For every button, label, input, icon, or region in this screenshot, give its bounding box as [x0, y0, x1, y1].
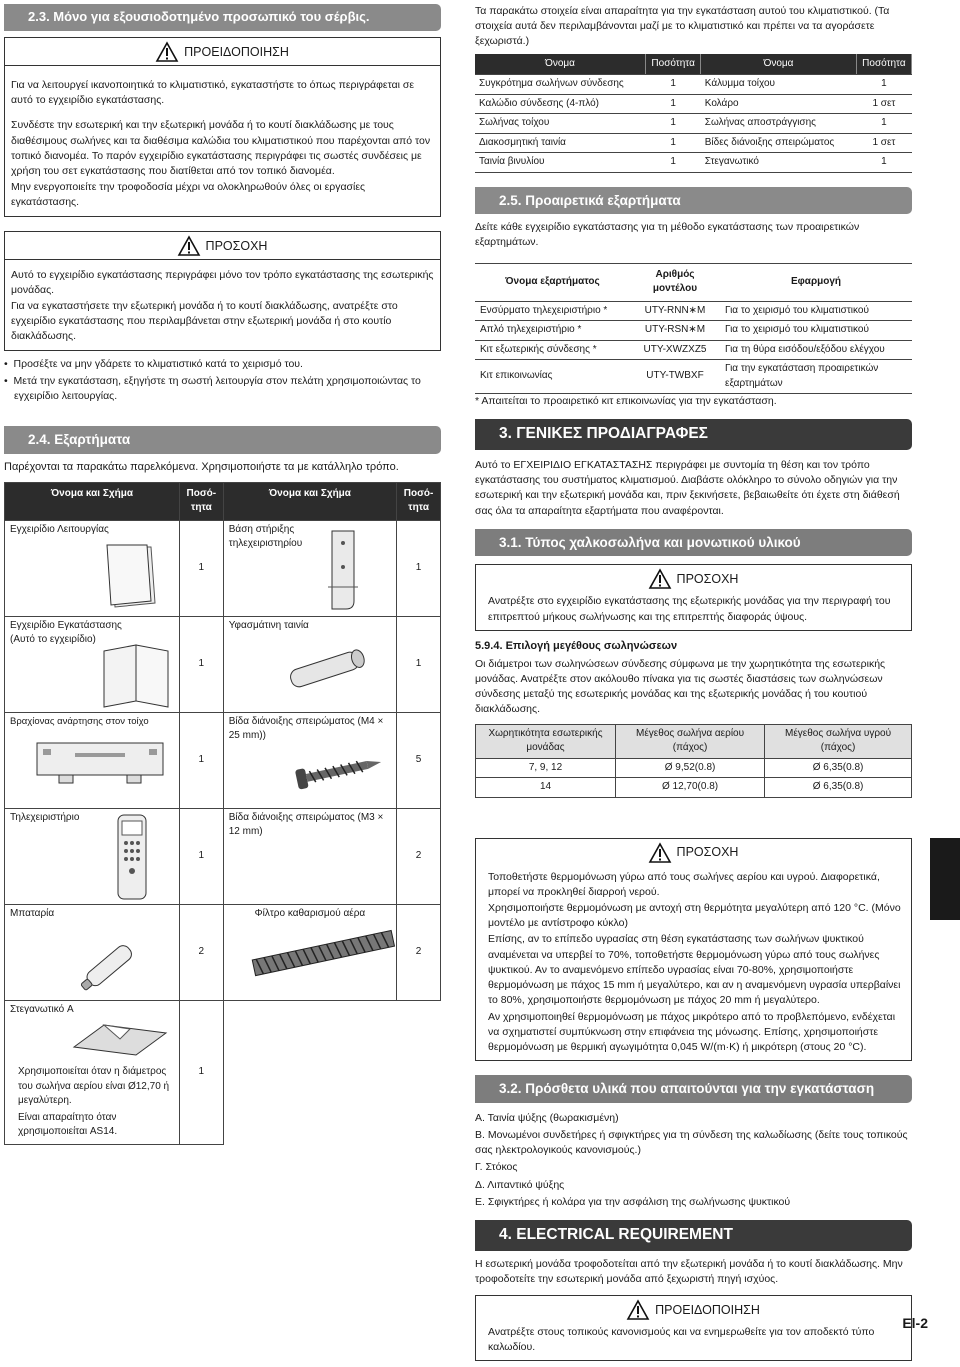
side-tab-marker	[930, 838, 960, 920]
opt-cell: Κιτ επικοινωνίας	[475, 360, 630, 394]
section-2-3-title: 2.3. Μόνο για εξουσιοδοτημένο προσωπικό του σέρβις.	[4, 4, 441, 31]
warning-text-2: Συνδέστε την εσωτερική και την εξωτερική μονάδα ή το κουτί διακλάδωσης με τους διαθέσιμους σωλήνες και τα διαθέσιμα καλώδια του κλιματιστικού που παρέχονται από τον τοπικό διανομέα. Το παρόν εγχειρίδιο εγκατάστασης περιγράφει τις σωστές συνδέσεις με χρήση του σετ εγκατάστασης που διατίθεται από τον τοπικό διανομέα.	[11, 119, 431, 177]
table-row	[475, 133, 912, 153]
acc-cell	[223, 616, 396, 712]
req-cell: 1 σετ	[856, 133, 911, 153]
opt-header-use: Εφαρμογή	[720, 263, 912, 301]
opt-cell: UTY-XWZXZ5	[630, 340, 720, 360]
table-row	[475, 340, 912, 360]
req-cell: Καλώδιο σύνδεσης (4-πλό)	[475, 94, 646, 114]
opt-cell: Ενσύρματο τηλεχειριστήριο *	[475, 301, 630, 321]
req-cell: Συγκρότημα σωλήνων σύνδεσης	[475, 75, 646, 95]
acc-cell	[5, 808, 180, 904]
list-item: Γ. Στόκος	[475, 1161, 518, 1174]
table-row	[5, 808, 441, 904]
section-4-text: Η εσωτερική μονάδα τροφοδοτείται από την εξωτερική μονάδα ή το κουτί διακλάδωσης. Μην τροφοδοτείτε την εσωτερική μονάδα από ξεχωριστή πηγή ισχύος.	[475, 1257, 903, 1285]
caution-heading-2-text: ΠΡΟΣΟΧΗ	[676, 572, 739, 587]
warning-icon	[649, 569, 671, 589]
opt-cell: Για την εγκατάσταση προαιρετικών εξαρτημάτων	[720, 360, 912, 394]
seal-desc-2: Είναι απαραίτητο όταν χρησιμοποιείται AS14.	[18, 1111, 118, 1138]
section-5-9-4-text: Οι διάμετροι των σωληνώσεων σύνδεσης σύμφωνα με την χωρητικότητα της εσωτερικής μονάδας. Ανατρέξτε στον ακόλουθο πίνακα για τις σωστές διαστάσεις των σωληνώσεων σύνδεσης μεταξύ της εσωτερικής μονάδας και της εξωτερικής μονάδας ή του κουτιού διακλάδωσης.	[475, 657, 886, 716]
section-3-2-title: 3.2. Πρόσθετα υλικά που απαιτούνται για την εγκατάσταση	[475, 1075, 912, 1103]
req-header-qty-1: Ποσότητα	[646, 54, 701, 75]
acc-name: Εγχειρίδιο Εγκατάστασης (Αυτό το εγχειρίδιο)	[10, 619, 122, 646]
req-cell: Στεγανωτικό	[701, 153, 857, 173]
warning-heading-text: ΠΡΟΕΙΔΟΠΟΙΗΣΗ	[184, 44, 289, 59]
section-5-9-4-title: 5.9.4. Επιλογή μεγέθους σωληνώσεων	[475, 639, 678, 652]
req-header-name-1: Όνομα	[475, 54, 646, 75]
warning-text-1: Για να λειτουργεί ικανοποιητικά το κλιματιστικό, εγκαταστήστε το όπως περιγράφεται σε αυτό το εγχειρίδιο εγκατάστασης.	[11, 78, 415, 107]
acc-name: Φίλτρο καθαρισμού αέρα	[254, 907, 366, 919]
table-row	[5, 616, 441, 712]
opt-cell: UTY-RSN∗M	[630, 321, 720, 341]
list-item: Δ. Λιπαντικό ψύξης	[475, 1178, 565, 1191]
acc-name: Βραχίονας ανάρτησης στον τοίχο	[10, 715, 149, 727]
warning-heading-2-text: ΠΡΟΕΙΔΟΠΟΙΗΣΗ	[655, 1302, 760, 1317]
acc-name: Στεγανωτικό A	[10, 1003, 74, 1015]
opt-header-name: Όνομα εξαρτήματος	[475, 263, 630, 301]
bullet-2: • Μετά την εγκατάσταση, εξηγήστε τη σωστή λειτουργία στον πελάτη χρησιμοποιώντας το εγχειρίδιο λειτουργίας.	[4, 374, 421, 403]
accessories-table	[4, 482, 441, 1145]
caution-2-text: Ανατρέξτε στο εγχειρίδιο εγκατάστασης της εξωτερικής μονάδας για την περιγραφή του επιτρεπτού μήκους σωλήνωσης και της επιτρεπτής διαφοράς ύψους.	[488, 595, 891, 623]
optional-parts-note: * Απαιτείται το προαιρετικό κιτ επικοινωνίας για την εγκατάσταση.	[475, 395, 777, 408]
acc-cell	[223, 808, 396, 904]
list-item: Α. Ταινία ψύξης (θωρακισμένη)	[475, 1111, 619, 1124]
table-row	[5, 1000, 441, 1144]
pipe-header-gas: Μέγεθος σωλήνα αερίου (πάχος)	[616, 724, 765, 758]
pipe-cell: Ø 9,52(0.8)	[616, 758, 765, 778]
opt-cell: UTY-TWBXF	[630, 360, 720, 394]
screw-m4-icon	[294, 753, 384, 789]
acc-cell	[5, 712, 180, 808]
battery-icon	[75, 935, 145, 995]
bullet-1-text: Προσέξτε να μην γδάρετε το κλιματιστικό κατά το χειρισμό του.	[13, 357, 303, 370]
req-cell: 1	[856, 75, 911, 95]
table-row	[5, 520, 441, 616]
req-cell: Ταινία βινυλίου	[475, 153, 646, 173]
caution-text-1: Αυτό το εγχειρίδιο εγκατάστασης περιγράφει μόνο τον τρόπο εγκατάστασης της εσωτερικής μονάδας.	[11, 268, 434, 296]
opt-cell: Για τη θύρα εισόδου/εξόδου ελέγχου	[720, 340, 912, 360]
opt-header-model: Αριθμός μοντέλου	[630, 263, 720, 301]
caution-heading-3-text: ΠΡΟΣΟΧΗ	[676, 845, 739, 860]
acc-qty: 5	[397, 712, 441, 808]
warning-icon	[627, 1300, 649, 1320]
req-cell: Σωλήνας τοίχου	[475, 114, 646, 134]
section-2-5-intro: Δείτε κάθε εγχειρίδιο εγκατάστασης για τη μέθοδο εγκατάστασης των προαιρετικών εξαρτημάτων.	[475, 221, 860, 249]
acc-qty: 1	[179, 616, 223, 712]
pipe-header-capacity: Χωρητικότητα εσωτερικής μονάδας	[476, 724, 616, 758]
table-row	[475, 321, 912, 341]
section-3-1-title: 3.1. Τύπος χαλκοσωλήνα και μονωτικού υλικού	[475, 529, 912, 557]
acc-cell	[223, 904, 396, 1000]
req-cell: 1	[856, 153, 911, 173]
acc-name: Εγχειρίδιο Λειτουργίας	[10, 523, 109, 535]
req-cell: Κάλυμμα τοίχου	[701, 75, 857, 95]
acc-qty: 1	[179, 520, 223, 616]
acc-qty: 1	[179, 808, 223, 904]
list-item: Β. Μονωμένοι συνδετήρες ή σφιγκτήρες για τη σύνδεση της καλωδίωσης (δείτε τους τοπικούς σας ηλεκτρολογικούς κανονισμούς.)	[475, 1128, 908, 1157]
caution-heading	[5, 232, 440, 260]
opt-cell: Απλό τηλεχειριστήριο *	[475, 321, 630, 341]
section-3-2-list	[475, 1111, 912, 1210]
required-items-table	[475, 54, 912, 173]
req-cell: 1	[646, 114, 701, 134]
acc-qty: 2	[179, 904, 223, 1000]
pipe-header-liquid: Μέγεθος σωλήνα υγρού (πάχος)	[765, 724, 912, 758]
req-cell: Σωλήνας αποστράγγισης	[701, 114, 857, 134]
caution-text-2: Για να εγκαταστήσετε την εξωτερική μονάδα ή το κουτί διακλάδωσης, ανατρέξτε στο εγχειρίδιο εγκατάστασης που περιλαμβάνεται στην εξωτερική μονάδα ή στο κουτίο διακλάδωσης.	[11, 300, 398, 343]
acc-name: Μπαταρία	[10, 907, 55, 919]
table-row	[475, 114, 912, 134]
table-row	[476, 778, 912, 798]
req-header-qty-2: Ποσότητα	[856, 54, 911, 75]
right-column	[475, 4, 912, 1367]
req-cell: 1	[856, 114, 911, 134]
seal-icon	[70, 1019, 170, 1059]
warning-icon	[156, 42, 178, 62]
pipe-cell: Ø 6,35(0.8)	[765, 778, 912, 798]
opt-cell: Κιτ εξωτερικής σύνδεσης *	[475, 340, 630, 360]
warning-icon	[649, 843, 671, 863]
pipe-cell: 7, 9, 12	[476, 758, 616, 778]
required-items-intro: Τα παρακάτω στοιχεία είναι απαραίτητα για την εγκατάσταση αυτού του κλιματιστικού. (Τα στοιχεία αυτά δεν περιλαμβάνονται μαζί με το κλιματιστικό και πρέπει να τα αγοράσετε ξεχωριστά.)	[475, 5, 890, 48]
installation-manual-icon	[100, 641, 172, 709]
caution-3-line: Αν χρησιμοποιηθεί θερμομόνωση με πάχος μικρότερο από το προβλεπόμενο, ενδέχεται να σχηματιστεί συμπύκνωση στην επιφάνεια της μόνωσης. Επίσης, χρησιμοποιήστε θερμομόνωση με θερμική αγωγιμότητα 0,045 W/(m·K) ή μικρότερη (στους 20 °C).	[488, 1010, 896, 1053]
warning-heading	[5, 38, 440, 66]
table-row	[475, 75, 912, 95]
section-3-text: Αυτό το ΕΓΧΕΙΡΙΔΙΟ ΕΓΚΑΤΑΣΤΑΣΗΣ περιγράφει με συντομία τη θέση και τον τρόπο εγκατάστασης του συστήματος κλιματισμού. Διαβάστε ολόκληρο το σύνολο οδηγιών για την εσωτερική και την εξωτερική μονάδα και, πριν ξεκινήσετε, βεβαιωθείτε ότι έχετε στη διάθεσή σας όλα τα απαραίτητα εξαρτήματα που αναφέρονται.	[475, 458, 900, 517]
pipe-size-table	[475, 724, 912, 798]
bullet-1: • Προσέξτε να μην γδάρετε το κλιματιστικό κατά το χειρισμό του.	[4, 357, 303, 370]
req-cell: Κολάρο	[701, 94, 857, 114]
section-2-4-intro: Παρέχονται τα παρακάτω παρελκόμενα. Χρησιμοποιήστε τα με κατάλληλο τρόπο.	[4, 460, 399, 473]
list-item: Ε. Σφιγκτήρες ή κολάρα για την ασφάλιση της σωλήνωσης ψυκτικού	[475, 1195, 791, 1208]
manual-icon	[105, 543, 160, 611]
acc-cell	[223, 712, 396, 808]
warning-text-3: Μην ενεργοποιείτε την τροφοδοσία μέχρι να ολοκληρωθούν όλες οι εργασίες εγκατάστασης.	[11, 181, 366, 209]
acc-qty: 1	[179, 712, 223, 808]
page-number: El-2	[902, 1314, 928, 1331]
acc-qty: 1	[397, 616, 441, 712]
caution-3-line: Χρησιμοποιήστε θερμομόνωση με αντοχή στη θερμότητα μεγαλύτερη από 120 °C. (Μόνο μοντέλο με αντίστροφο κύκλο)	[488, 901, 901, 930]
opt-cell: Για το χειρισμό του κλιματιστικού	[720, 301, 912, 321]
caution-box-3	[475, 838, 912, 1062]
warning-2-text: Ανατρέξτε στους τοπικούς κανονισμούς και να ενημερωθείτε για τον αποδεκτό τύπο καλωδίου.	[488, 1325, 875, 1354]
table-row	[475, 153, 912, 173]
req-cell: Διακοσμητική ταινία	[475, 133, 646, 153]
table-row	[475, 94, 912, 114]
pipe-cell: 14	[476, 778, 616, 798]
air-filter-icon	[249, 931, 399, 981]
req-header-name-2: Όνομα	[701, 54, 857, 75]
caution-3-line: Επίσης, αν το επίπεδο υγρασίας στη θέση εγκατάστασης των σωλήνων ψυκτικού αναμένεται να υπερβεί το 70%, τοποθετήστε θερμομόνωση γύρω από τους σωλήνες ψυκτικού. Αν το αναμενόμενο επίπεδο υγρασίας είναι 70-80%, χρησιμοποιήστε θερμομόνωση με πάχος 15 mm ή μεγαλύτερο, και αν η αναμενόμενη υγρασία υπερβαίνει το 80%, χρησιμοποιήστε θερμομόνωση με πάχος 20 mm ή μεγαλύτερο.	[488, 933, 901, 1007]
req-cell: 1	[646, 75, 701, 95]
warning-heading-2	[476, 1296, 911, 1323]
acc-cell	[5, 616, 180, 712]
seal-desc-1: Χρησιμοποιείται όταν η διάμετρος του σωλήνα αερίου είναι Ø12,70 ή μεγαλύτερη.	[18, 1066, 170, 1107]
opt-cell: UTY-RNN∗M	[630, 301, 720, 321]
warning-box	[4, 37, 441, 217]
req-cell: 1 σετ	[856, 94, 911, 114]
remote-control-icon	[115, 813, 149, 901]
caution-heading-2	[476, 565, 911, 592]
table-row	[5, 712, 441, 808]
caution-box	[4, 231, 441, 351]
acc-cell	[5, 904, 180, 1000]
caution-3-line: Τοποθετήστε θερμομόνωση γύρω από τους σωλήνες αερίου και υγρού. Διαφορετικά, μπορεί να προκληθεί διαρροή νερού.	[488, 870, 880, 898]
acc-name: Βάση στήριξης τηλεχειριστηρίου	[228, 523, 303, 550]
caution-heading-3	[476, 839, 911, 866]
pipe-cell: Ø 6,35(0.8)	[765, 758, 912, 778]
warning-icon	[178, 236, 200, 256]
req-cell: 1	[646, 133, 701, 153]
acc-qty: 2	[397, 808, 441, 904]
optional-parts-table	[475, 263, 912, 395]
acc-header-name-2: Όνομα και Σχήμα	[223, 482, 396, 520]
table-row	[475, 301, 912, 321]
acc-name: Βίδα διάνοιξης σπειρώματος (M3 × 12 mm)	[228, 811, 384, 838]
acc-header-qty-1: Ποσό- τητα	[179, 482, 223, 520]
caution-heading-text: ΠΡΟΣΟΧΗ	[205, 238, 268, 253]
req-cell: 1	[646, 153, 701, 173]
acc-qty: 2	[397, 904, 441, 1000]
acc-qty: 1	[397, 520, 441, 616]
acc-cell	[223, 520, 396, 616]
bullet-2-text: Μετά την εγκατάσταση, εξηγήστε τη σωστή λειτουργία στον πελάτη χρησιμοποιώντας το εγχειρίδιο λειτουργίας.	[13, 374, 421, 403]
pipe-cell: Ø 12,70(0.8)	[616, 778, 765, 798]
cloth-tape-icon	[279, 647, 379, 687]
warning-box-2	[475, 1295, 912, 1361]
table-row	[476, 758, 912, 778]
req-cell: Βίδες διάνοιξης σπειρώματος	[701, 133, 857, 153]
section-3-title: 3. ΓΕΝΙΚΕΣ ΠΡΟΔΙΑΓΡΑΦΕΣ	[475, 419, 912, 449]
acc-name: Υφασμάτινη ταινία	[228, 619, 309, 631]
caution-box-2	[475, 564, 912, 630]
acc-name: Βίδα διάνοιξης σπειρώματος (M4 × 25 mm))	[228, 715, 384, 742]
section-2-5-title: 2.5. Προαιρετικά εξαρτήματα	[475, 187, 912, 215]
acc-cell	[5, 1000, 180, 1144]
left-column	[4, 4, 441, 1145]
section-4-title: 4. ELECTRICAL REQUIREMENT	[475, 1220, 912, 1250]
table-row	[5, 904, 441, 1000]
table-row	[475, 360, 912, 394]
wall-bracket-icon	[35, 739, 165, 785]
acc-name: Τηλεχειριστήριο	[10, 811, 80, 823]
acc-header-name-1: Όνομα και Σχήμα	[5, 482, 180, 520]
remote-holder-icon	[324, 527, 362, 613]
acc-cell	[5, 520, 180, 616]
req-cell: 1	[646, 94, 701, 114]
acc-qty: 1	[179, 1000, 223, 1144]
acc-header-qty-2: Ποσό- τητα	[397, 482, 441, 520]
section-2-4-title: 2.4. Εξαρτήματα	[4, 426, 441, 454]
opt-cell: Για το χειρισμό του κλιματιστικού	[720, 321, 912, 341]
